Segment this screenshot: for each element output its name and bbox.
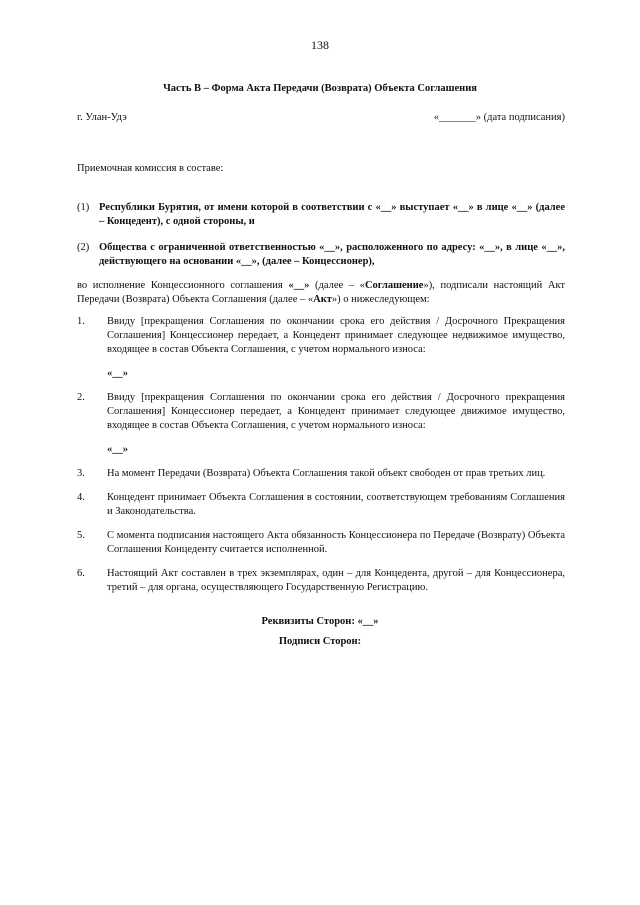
- page-number: 138: [311, 38, 329, 52]
- clause-placeholder: «__»: [107, 368, 128, 379]
- commission-heading: Приемочная комиссия в составе:: [77, 163, 224, 174]
- intro-text: (далее – «: [309, 280, 365, 291]
- clause-text: С момента подписания настоящего Акта обязанность Концессионера по Передаче (Возврату) Объекта Соглашения Концеденту считается исполненной.: [107, 530, 565, 555]
- clause-text: Ввиду [прекращения Соглашения по окончании срока его действия / Досрочного Прекращения Соглашения] Концессионер передает, а Концедент принимает следующее недвижимое имущество, входящее в состав Объекта Соглашения, с учетом нормального износа:: [107, 316, 565, 355]
- document-title: Часть В – Форма Акта Передачи (Возврата) Объекта Соглашения: [163, 83, 477, 94]
- intro-text: во исполнение Концессионного соглашения: [77, 280, 289, 291]
- party-grantor: [77, 201, 565, 229]
- agreement-placeholder: «__»: [288, 280, 310, 291]
- signing-date: «_______» (дата подписания): [433, 112, 565, 123]
- requisites-heading: Реквизиты Сторон: «__»: [261, 616, 379, 627]
- intro-text: »), подписали настоящий Акт Передачи (Возврата) Объекта Соглашения (далее – «: [77, 280, 565, 305]
- act-term: Акт: [313, 294, 332, 305]
- city: г. Улан-Удэ: [77, 112, 127, 123]
- party-number: (2): [77, 242, 90, 253]
- intro-text: ») о нижеследующем:: [331, 294, 430, 305]
- party-text: Республики Бурятия, от имени которой в соответствии с «__» выступает «__» в лице «__» (далее – Концедент), с одной стороны, и: [99, 202, 565, 227]
- clause-item: [77, 529, 565, 557]
- clause-number: 3.: [77, 468, 85, 479]
- clause-text: Ввиду [прекращения Соглашения по окончании срока его действия / Досрочного прекращения Соглашения] Концессионер передает, а Концедент принимает следующее движимое имущество, входящее в состав Объекта Соглашения, с учетом нормального износа:: [107, 392, 565, 431]
- signatures-heading: Подписи Сторон:: [278, 636, 362, 647]
- clause-item: [77, 491, 565, 519]
- clause-item: [77, 467, 565, 481]
- party-concessionaire: [77, 241, 565, 269]
- party-number: (1): [77, 202, 90, 213]
- party-text: Общества с ограниченной ответственностью «__», расположенного по адресу: «__», в лице «__», действующего на основании «__», (далее – Концессионер),: [99, 242, 565, 267]
- clause-list: [77, 315, 565, 595]
- clause-item: [77, 315, 565, 357]
- clause-number: 5.: [77, 530, 85, 541]
- clause-item: [77, 567, 565, 595]
- clause-text: На момент Передачи (Возврата) Объекта Соглашения такой объект свободен от прав третьих лиц.: [107, 468, 546, 479]
- clause-number: 4.: [77, 492, 85, 503]
- agreement-term: Соглашение: [364, 280, 424, 291]
- clause-placeholder: «__»: [107, 444, 128, 455]
- clause-number: 6.: [77, 568, 85, 579]
- clause-number: 1.: [77, 316, 85, 327]
- clause-number: 2.: [77, 392, 85, 403]
- signature-block: [0, 615, 640, 649]
- clause-text: Настоящий Акт составлен в трех экземплярах, один – для Концедента, другой – для Концессионера, третий – для органа, осуществляющего Государственную Регистрацию.: [107, 568, 565, 593]
- intro-paragraph: [77, 279, 565, 307]
- clause-text: Концедент принимает Объекта Соглашения в состоянии, соответствующем требованиям Соглашения и Законодательства.: [107, 492, 565, 517]
- clause-item: [77, 391, 565, 433]
